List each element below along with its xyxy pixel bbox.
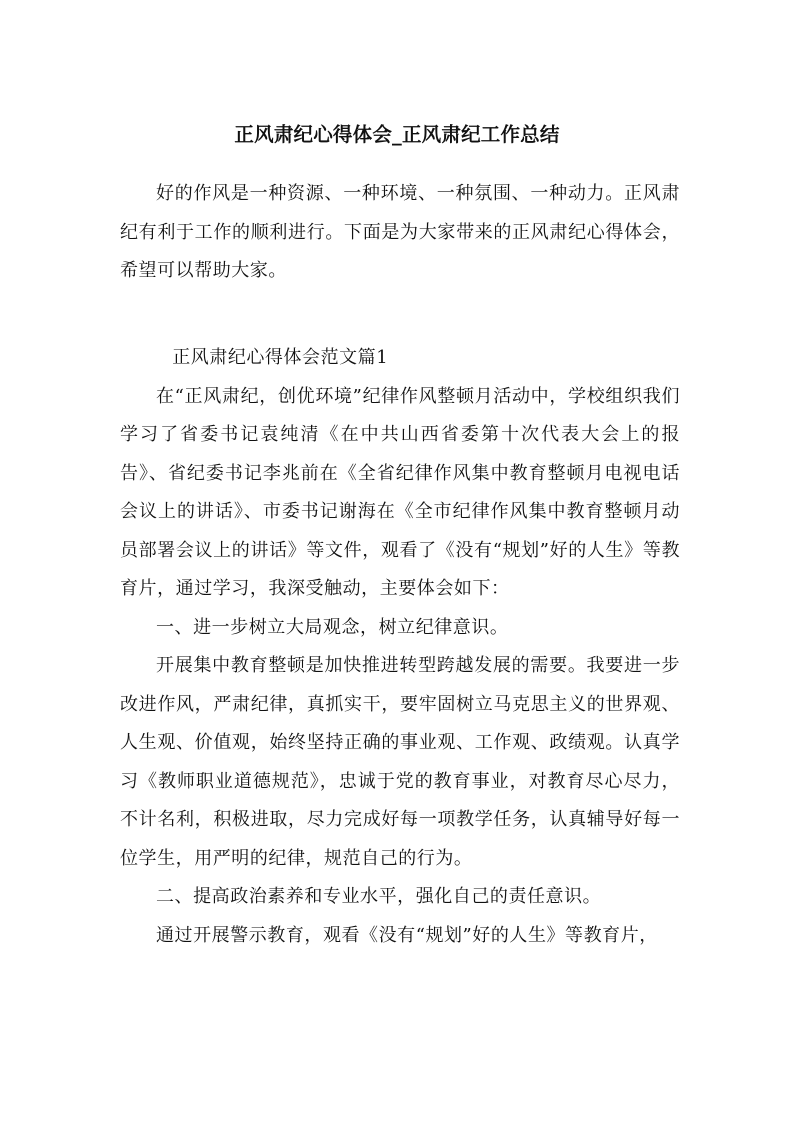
body-heading-1: 一、进一步树立大局观念，树立纪律意识。 <box>156 616 509 638</box>
intro-paragraph: 好的作风是一种资源、一种环境、一种氛围、一种动力。正风肃纪有利于工作的顺利进行。下面是为大家带来的正风肃纪心得体会，希望可以帮助大家。 <box>120 183 680 281</box>
body-paragraph-1: 在“正风肃纪，创优环境”纪律作风整顿月活动中，学校组织我们学习了省委书记袁纯清《在中共山西省委第十次代表大会上的报告》、省纪委书记李兆前在《全省纪律作风集中教育整顿月电视电话会议上的讲话》、市委书记谢海在《全市纪律作风集中教育整顿月动员部署会议上的讲话》等文件，观看了《没有“规划”好的人生》等教育片，通过学习，我深受触动，主要体会如下： <box>120 385 680 599</box>
body-paragraph-3: 通过开展警示教育，观看《没有“规划”好的人生》等教育片， <box>156 924 658 946</box>
section-title: 正风肃纪心得体会范文篇1 <box>172 347 389 368</box>
body-paragraph-2: 开展集中教育整顿是加快推进转型跨越发展的需要。我要进一步改进作风，严肃纪律，真抓实干，要牢固树立马克思主义的世界观、人生观、价值观，始终坚持正确的事业观、工作观、政绩观。认真学习《教师职业道德规范》，忠诚于党的教育事业，对教育尽心尽力，不计名利，积极进取，尽力完成好每一项教学任务，认真辅导好每一位学生，用严明的纪律，规范自己的行为。 <box>120 655 680 869</box>
article-body <box>120 339 680 955</box>
document-title: 正风肃纪心得体会_正风肃纪工作总结 <box>234 123 560 146</box>
intro-block <box>120 175 680 291</box>
body-heading-2: 二、提高政治素养和专业水平，强化自己的责任意识。 <box>156 886 602 907</box>
